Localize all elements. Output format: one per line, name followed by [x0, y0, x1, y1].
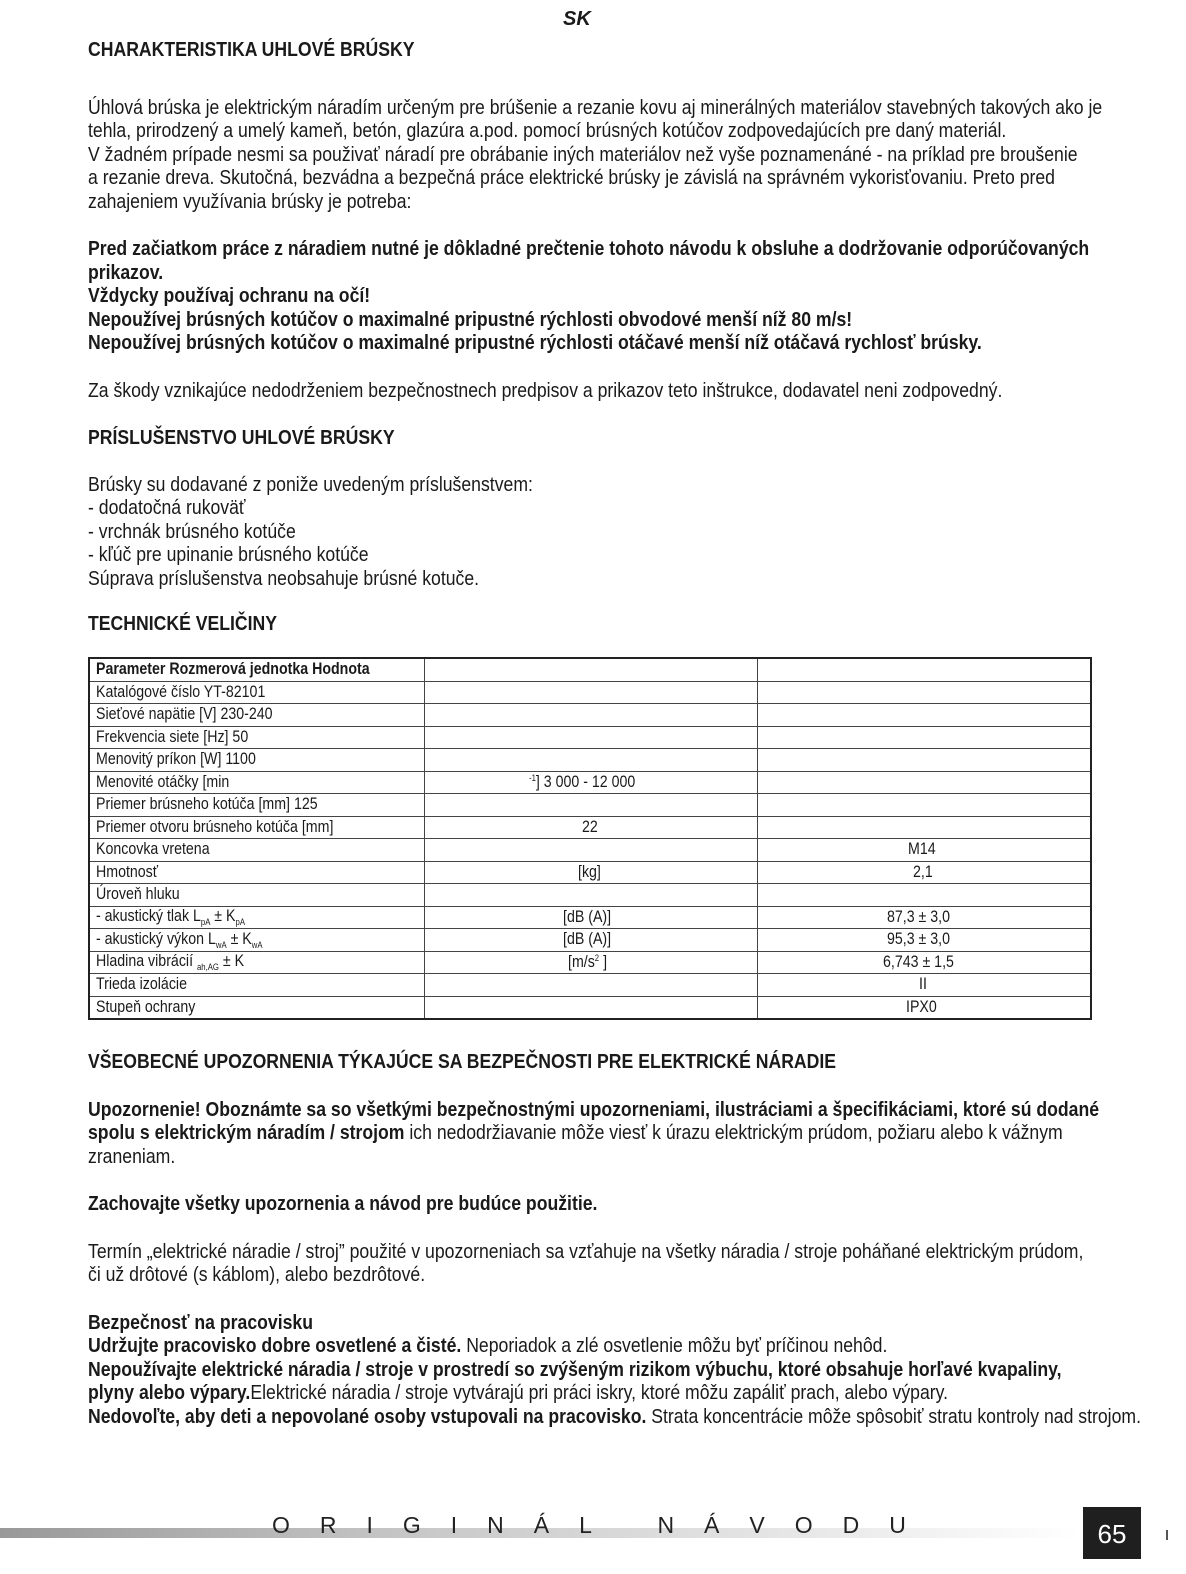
text-line: a rezanie dreva. Skutočná, bezvádna a bezpečná práce elektrické brúsky je závislá na správném vykorisťovaniu. Preto pred: [88, 166, 1055, 189]
text-line: Vždycky používaj ochranu na očí!: [88, 284, 371, 307]
safety-section: [88, 1050, 1141, 1428]
table-row: Katalógové číslo YT-82101: [89, 681, 1091, 704]
text-line: Pred začiatkom práce z náradiem nutné je dôkladné prečtenie tohoto návodu k obsluhe a dodržovanie odporúčovaných: [88, 237, 1090, 260]
document-body: [88, 38, 1103, 636]
warnings-paragraph: [88, 237, 1092, 355]
table-row: Menovité otáčky [min $^{-1}$] 3 000 - 12 000: [89, 771, 1091, 794]
list-item: - dodatočná rukoväť: [88, 496, 246, 519]
text-line: Súprava príslušenstva neobsahuje brúsné kotuče.: [88, 566, 480, 590]
text-line: tehla, prirodzený a umelý kameň, betón, glazúra a.pod. pomocí brúsných kotúčov zodpovedajúcích pre daný materiál.: [88, 119, 1007, 142]
section-title-characteristics: CHARAKTERISTIKA UHLOVÉ BRÚSKY: [88, 38, 415, 61]
text-line: Brúsky su dodavané z poniže uvedeným príslušenstvem:: [88, 472, 533, 496]
safety-paragraph-2: Zachovajte všetky upozornenia a návod pre budúce použitie.: [88, 1192, 598, 1215]
footer-title: ORIGINÁL NÁVODU: [272, 1512, 936, 1538]
table-header-row: [89, 658, 1091, 681]
section-title-tech: TECHNICKÉ VELIČINY: [88, 612, 278, 635]
table-row: Úroveň hluku: [89, 884, 1091, 907]
page-edge-tick: [1166, 1530, 1168, 1540]
text-line: Úhlová brúska je elektrickým náradím určeným pre brúšenie a rezanie kovu aj minerálných materiálov stavebných takových ako je: [88, 95, 1103, 119]
text-line: V žadném prípade nesmi sa použivať náradí pre obrábanie iných materiálov než vyše poznamenáné - na príklad pre broušenie: [88, 142, 1078, 166]
characteristics-paragraph: [88, 95, 1103, 214]
section-title-safety: VŠEOBECNÉ UPOZORNENIA TÝKAJÚCE SA BEZPEČNOSTI PRE ELEKTRICKÉ NÁRADIE: [88, 1050, 837, 1073]
text-line: Nepoužívej brúsných kotúčov o maximalné pripustné rýchlosti obvodové menší níž 80 m/s!: [88, 307, 853, 331]
table-row: Sieťové napätie [V] 230-240: [89, 704, 1091, 727]
list-item: - kľúč pre upinanie brúsného kotúče: [88, 543, 369, 566]
table-row: Priemer brúsneho kotúča [mm] 125: [89, 794, 1091, 817]
table-row: Stupeň ochrany IPX0: [89, 996, 1091, 1019]
table-row: Trieda izolácie II: [89, 974, 1091, 997]
text-line: zahajeniem využívania brúsky je potreba:: [88, 189, 412, 213]
safety-paragraph-3: Termín „elektrické náradie / stroj” použité v upozorneniach sa vzťahuje na všetky náradia / stroje poháňané elektrickým prúdom, či už drôtové (s káblom), alebo bezdrôtové.: [88, 1239, 1084, 1286]
safety-paragraph-1: Upozornenie! Oboznámte sa so všetkými bezpečnostnými upozorneniami, ilustráciami a špecifikáciami, ktoré sú dodané spolu s elektrickým náradím / strojom ich nedodržiavanie môže viesť k úrazu elektrickým prúdom, požiaru alebo k vážnym zraneniam.: [88, 1097, 1100, 1168]
table-row: Frekvencia siete [Hz] 50: [89, 726, 1091, 749]
tech-spec-table: [88, 657, 1092, 1020]
table-row: Hladina vibrácií $_{ah,AG}$ ± K [$m/s^2$ ] 6,743 ± 1,5: [89, 951, 1091, 974]
table-header-cell: Parameter Rozmerová jednotka Hodnota: [96, 660, 370, 679]
list-item: - vrchnák brúsného kotúče: [88, 519, 296, 543]
page-number: 65: [1083, 1507, 1141, 1559]
liability-text: Za škody vznikajúce nedodrženiem bezpečnostnech predpisov a prikazov teto inštrukce, dodavatel neni zodpovedný.: [88, 378, 1003, 402]
text-line: Nepoužívej brúsných kotúčov o maximalné pripustné rýchlosti otáčavé menší níž otáčavá rychlosť brúsky.: [88, 331, 982, 354]
workplace-paragraph: Udržujte pracovisko dobre osvetlené a čisté. Neporiadok a zlé osvetlenie môžu byť príčinou nehôd. Nepoužívajte elektrické náradia / stroje v prostredí so zvýšeným rizikom výbuchu, ktoré obsahuje horľavé kvapaliny, plyny alebo výpary.Elektrické náradia / stroje vytvárajú pri práci iskry, ktoré môžu zapáliť prach, alebo výpary. Nedovoľte, aby deti a nepovolané osoby vstupovali na pracovisko. Strata koncentrácie môže spôsobiť stratu kontroly nad strojom.: [88, 1334, 1141, 1428]
table-row: - akustický tlak $L_{pA} \pm K_{pA}$ [dB (A)] 87,3 ± 3,0: [89, 906, 1091, 929]
workplace-title: Bezpečnosť na pracovisku: [88, 1310, 313, 1334]
text-line: prikazov.: [88, 260, 164, 284]
table-row: - akustický výkon $L_{wA} \pm K_{wA}$ [dB (A)] 95,3 ± 3,0: [89, 929, 1091, 952]
table-row: Koncovka vretena M14: [89, 839, 1091, 862]
table-row: Hmotnosť [kg] 2,1: [89, 861, 1091, 884]
table-row: Priemer otvoru brúsneho kotúča [mm] 22: [89, 816, 1091, 839]
language-code: SK: [563, 8, 591, 30]
accessories-list: [88, 473, 1092, 591]
section-title-accessories: PRÍSLUŠENSTVO UHLOVÉ BRÚSKY: [88, 426, 395, 449]
table-row: Menovitý príkon [W] 1100: [89, 749, 1091, 772]
